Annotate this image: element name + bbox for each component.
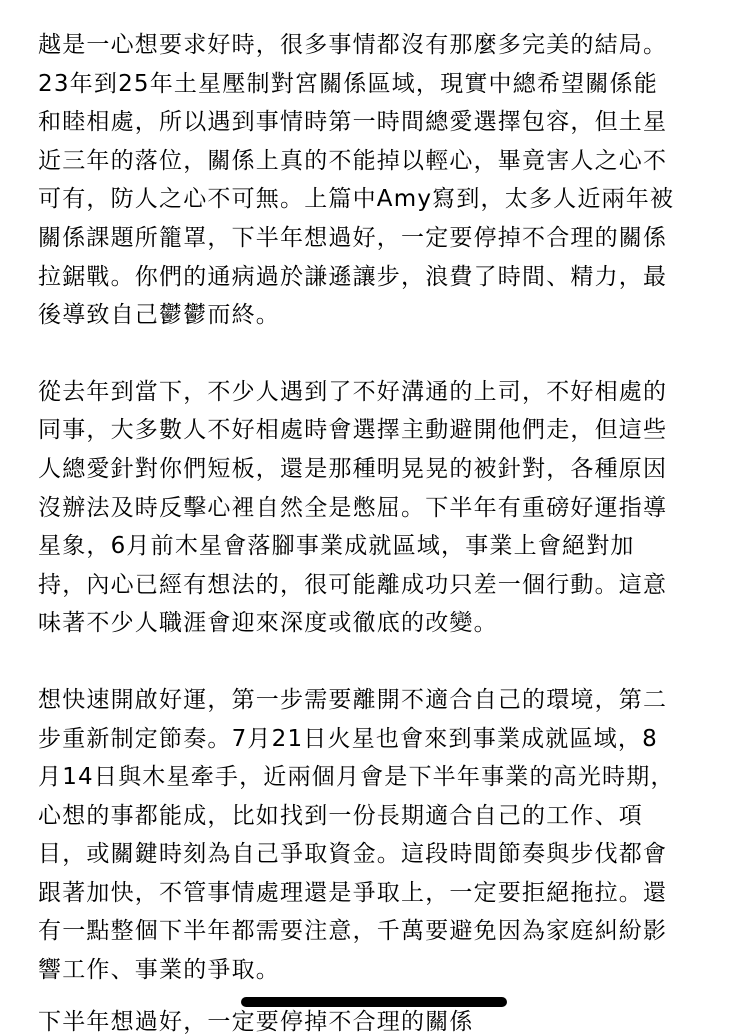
text-line: 有一點整個下半年都需要注意，千萬要避免因為家庭糾紛影 bbox=[38, 918, 668, 945]
text-line: 步重新制定節奏。7月21日火星也會來到事業成就區域，8 bbox=[38, 725, 658, 752]
text-line: 從去年到當下，不少人遇到了不好溝通的上司，不好相處的 bbox=[38, 378, 668, 405]
text-line: 越是一心想要求好時，很多事情都沒有那麼多完美的結局。 bbox=[38, 32, 668, 58]
text-line: 心想的事都能成，比如找到一份長期適合自己的工作、項 bbox=[38, 802, 643, 829]
text-line: 想快速開啟好運，第一步需要離開不適合自己的環境，第二 bbox=[38, 686, 668, 713]
text-line: 關係課題所籠罩，下半年想過好，一定要停掉不合理的關係 bbox=[38, 224, 668, 251]
text-line: 月14日與木星牽手，近兩個月會是下半年事業的高光時期， bbox=[38, 764, 675, 791]
text-line: 拉鋸戰。你們的通病過於謙遜讓步，浪費了時間、精力，最 bbox=[38, 263, 668, 290]
paragraph-3 bbox=[38, 681, 710, 990]
text-line: 後導致自己鬱鬱而終。 bbox=[38, 302, 280, 329]
cut-off-text: 下半年想過好，一定要停掉不合理的關係 bbox=[38, 1009, 474, 1035]
text-line: 近三年的落位，關係上真的不能掉以輕心，畢竟害人之心不 bbox=[38, 147, 668, 174]
text-line: 持，內心已經有想法的，很可能離成功只差一個行動。這意 bbox=[38, 571, 668, 598]
text-line: 可有，防人之心不可無。上篇中Amy寫到，太多人近兩年被 bbox=[38, 186, 675, 213]
article-body bbox=[38, 26, 710, 990]
paragraph-2 bbox=[38, 373, 710, 643]
text-line: 響工作、事業的爭取。 bbox=[38, 957, 280, 984]
paragraph-1 bbox=[38, 26, 710, 335]
text-line: 味著不少人職涯會迎來深度或徹底的改變。 bbox=[38, 610, 498, 637]
text-line: 沒辦法及時反擊心裡自然全是憋屈。下半年有重磅好運指導 bbox=[38, 494, 668, 521]
paragraph-spacer bbox=[38, 643, 710, 681]
text-line: 和睦相處，所以遇到事情時第一時間總愛選擇包容，但土星 bbox=[38, 109, 668, 136]
paragraph-spacer bbox=[38, 335, 710, 373]
text-line: 同事，大多數人不好相處時會選擇主動避開他們走，但這些 bbox=[38, 417, 668, 444]
text-line: 目，或關鍵時刻為自己爭取資金。這段時間節奏與步伐都會 bbox=[38, 841, 668, 868]
text-line: 23年到25年土星壓制對宮關係區域，現實中總希望關係能 bbox=[38, 70, 658, 97]
cut-off-text-line bbox=[0, 1009, 747, 1035]
text-line: 跟著加快，不管事情處理還是爭取上，一定要拒絕拖拉。還 bbox=[38, 879, 668, 906]
text-line: 星象，6月前木星會落腳事業成就區域，事業上會絕對加 bbox=[38, 533, 635, 560]
text-line: 人總愛針對你們短板，還是那種明晃晃的被針對，各種原因 bbox=[38, 455, 668, 482]
